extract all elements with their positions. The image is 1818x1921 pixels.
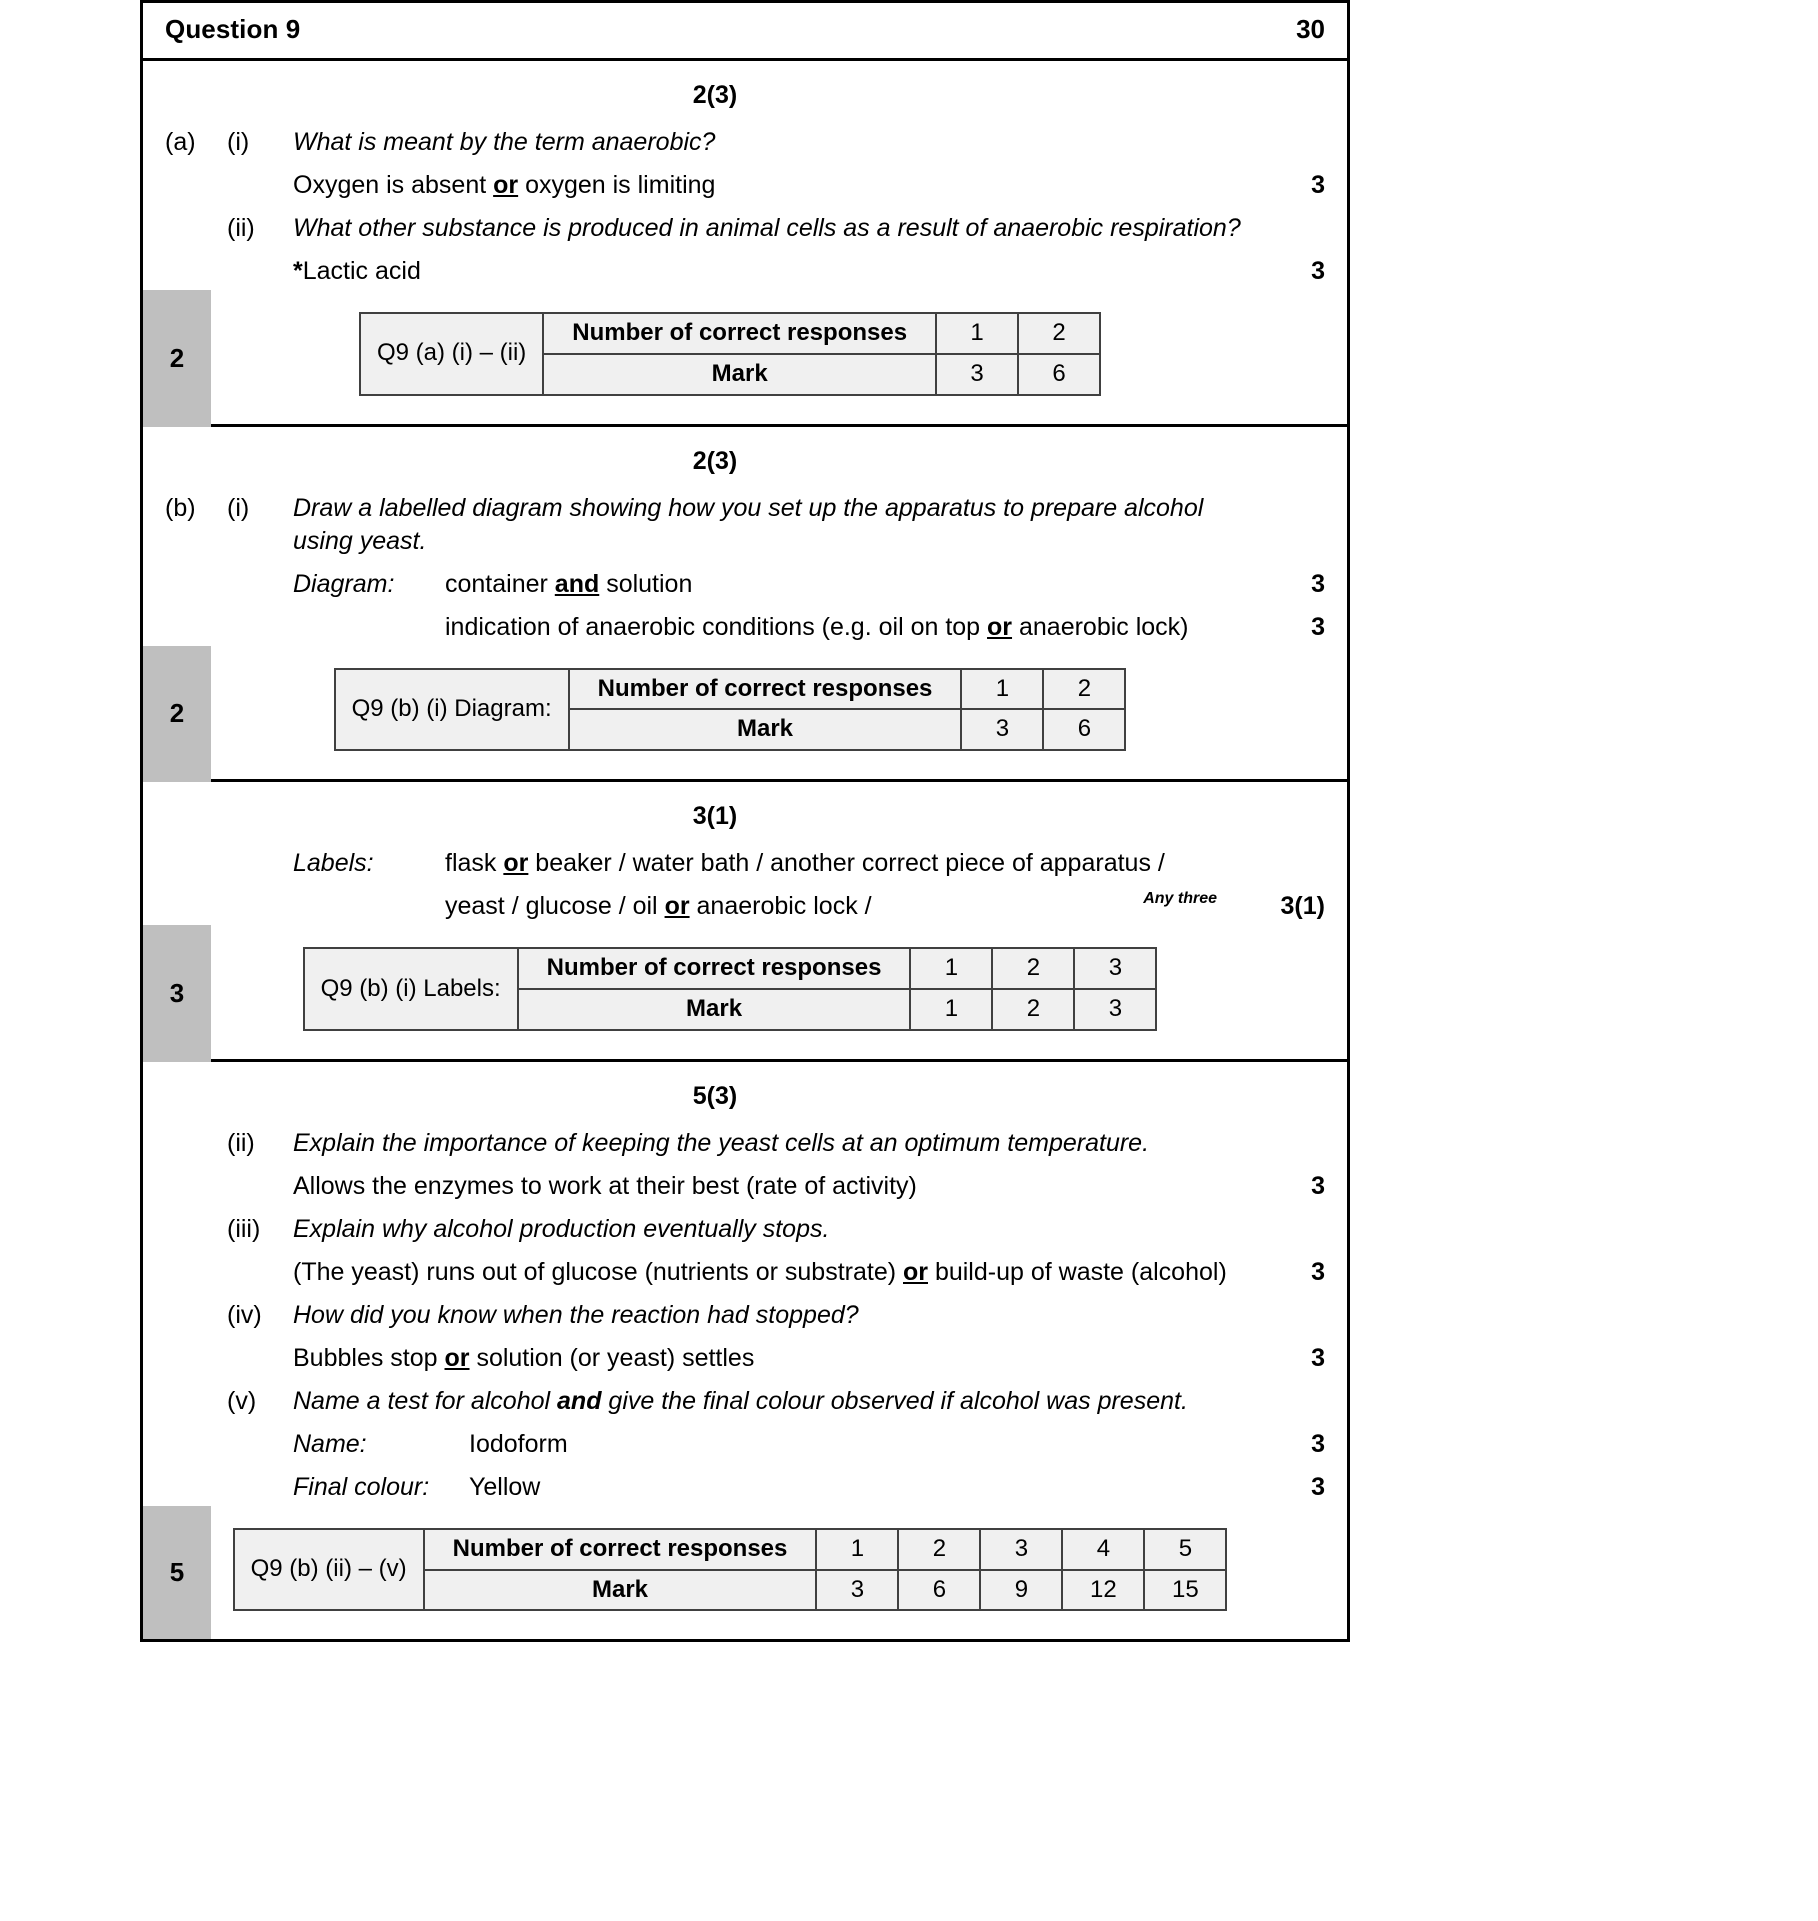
line-mark: 3 [1311, 612, 1325, 641]
table-row [304, 948, 1157, 989]
line-mark: 3 [1311, 1429, 1325, 1458]
grid-row-header: Mark [569, 709, 962, 750]
grid-mark-cell: 3 [816, 1570, 898, 1611]
page-title: Question 9 [165, 14, 301, 44]
question-part-b-i [143, 427, 1347, 783]
answer-line [165, 1127, 1325, 1160]
table-row [234, 1529, 1227, 1570]
line-mark: 3 [1311, 1343, 1325, 1372]
part-letter: (a) [165, 128, 196, 156]
grid-mark-cell: 12 [1062, 1570, 1144, 1611]
grid-response-cell: 3 [1074, 948, 1156, 989]
part-markbox-b-i-labels: 3 [143, 925, 211, 1062]
answer-text: (The yeast) runs out of glucose (nutrients or substrate) or build-up of waste (alcohol) [293, 1257, 1227, 1286]
answer-line [165, 212, 1325, 245]
grid-mark-cell: 6 [1018, 354, 1100, 395]
grid-row-header: Number of correct responses [569, 669, 962, 710]
part-roman: (i) [227, 128, 250, 156]
question-text: How did you know when the reaction had stopped? [293, 1300, 859, 1329]
marking-grid-b-i-diagram [334, 668, 1127, 752]
grid-label: Q9 (a) (i) – (ii) [360, 313, 543, 395]
part-roman: (i) [227, 493, 250, 522]
question-part-b-i-labels [143, 782, 1347, 1062]
answer-text [293, 1428, 1263, 1461]
grid-response-cell: 1 [961, 669, 1043, 710]
grid-mark-cell: 9 [980, 1570, 1062, 1611]
marking-grid-container [165, 654, 1295, 766]
answer-line [165, 1299, 1325, 1332]
question-frame [140, 0, 1350, 1642]
grid-row-header: Mark [424, 1570, 817, 1611]
marking-grid-b-ii-v [233, 1528, 1228, 1612]
question-text: What is meant by the term anaerobic? [293, 128, 716, 156]
grid-row-header: Number of correct responses [518, 948, 911, 989]
answer-text: indication of anaerobic conditions (e.g. oil on top or anaerobic lock) [445, 612, 1189, 641]
question-text: Draw a labelled diagram showing how you set up the apparatus to prepare alcohol using yeast. [293, 493, 1204, 555]
question-text: Explain the importance of keeping the yeast cells at an optimum temperature. [293, 1128, 1150, 1157]
question-part-b-ii-v [143, 1062, 1347, 1640]
answer-text: Labels: flask or beaker / water bath / another correct piece of apparatus / [293, 847, 1233, 880]
grid-row-header: Mark [518, 989, 911, 1030]
band-marker-b-i-labels: 3(1) [692, 802, 738, 831]
answer-line [165, 1428, 1325, 1461]
any-three-note: Any three [1143, 890, 1217, 908]
answer-line [165, 847, 1325, 880]
grid-label: Q9 (b) (i) Labels: [304, 948, 518, 1030]
answer-line [165, 1213, 1325, 1246]
answer-text: Diagram: container and solution [293, 568, 1263, 601]
grid-response-cell: 2 [1018, 313, 1100, 354]
grid-mark-cell: 6 [898, 1570, 980, 1611]
grid-mark-cell: 3 [961, 709, 1043, 750]
answer-label: Diagram: [293, 569, 395, 598]
line-mark: 3 [1311, 1472, 1325, 1501]
answer-line [165, 1170, 1325, 1203]
part-roman: (iv) [227, 1300, 262, 1329]
part-markbox-b-i: 2 [143, 646, 211, 783]
band-marker-a: 2(3) [692, 81, 738, 109]
line-mark: 3 [1311, 569, 1325, 598]
line-mark: 3(1) [1280, 892, 1325, 921]
table-row [335, 669, 1126, 710]
answer-value: Iodoform [469, 1429, 568, 1458]
part-markbox-a: 2 [143, 290, 211, 427]
answer-line [165, 169, 1325, 202]
grid-mark-cell: 15 [1144, 1570, 1226, 1611]
question-text: What other substance is produced in animal cells as a result of anaerobic respiration? [293, 214, 1241, 242]
answer-text [293, 1471, 1263, 1504]
answer-line [165, 126, 1325, 159]
answer-line [165, 611, 1325, 644]
line-mark: 3 [1311, 1257, 1325, 1286]
grid-mark-cell: 1 [910, 989, 992, 1030]
marking-grid-a [359, 312, 1101, 396]
answer-label: Labels: [293, 849, 374, 878]
grid-response-cell: 1 [816, 1529, 898, 1570]
grid-label: Q9 (b) (i) Diagram: [335, 669, 569, 751]
answer-line [165, 1342, 1325, 1375]
grid-response-cell: 1 [910, 948, 992, 989]
grid-mark-cell: 6 [1043, 709, 1125, 750]
part-roman: (iii) [227, 1214, 261, 1243]
line-mark: 3 [1311, 171, 1325, 199]
answer-text: Bubbles stop or solution (or yeast) settles [293, 1343, 755, 1372]
grid-response-cell: 2 [992, 948, 1074, 989]
part-roman: (v) [227, 1386, 257, 1415]
grid-row-header: Number of correct responses [424, 1529, 817, 1570]
answer-line [165, 1471, 1325, 1504]
part-roman: (ii) [227, 1128, 255, 1157]
part-roman: (ii) [227, 214, 255, 242]
grid-mark-cell: 2 [992, 989, 1074, 1030]
marking-grid-container [165, 933, 1295, 1045]
question-header [143, 3, 1347, 61]
band-marker-b-ii-v: 5(3) [692, 1081, 738, 1110]
grid-row-header: Number of correct responses [543, 313, 936, 354]
answer-text: Oxygen is absent or oxygen is limiting [293, 171, 716, 199]
part-letter: (b) [165, 493, 196, 522]
answer-line [165, 255, 1325, 288]
answer-line [165, 568, 1325, 601]
grid-response-cell: 5 [1144, 1529, 1226, 1570]
marking-grid-container [165, 1514, 1295, 1626]
grid-mark-cell: 3 [936, 354, 1018, 395]
answer-text: *Lactic acid [293, 257, 421, 285]
grid-label: Q9 (b) (ii) – (v) [234, 1529, 424, 1611]
answer-label: Name: [293, 1429, 367, 1458]
question-text: Explain why alcohol production eventually stops. [293, 1214, 830, 1243]
answer-text: Allows the enzymes to work at their best (rate of activity) [293, 1171, 917, 1200]
question-text: Name a test for alcohol and give the final colour observed if alcohol was present. [293, 1386, 1188, 1415]
band-marker-b-i: 2(3) [692, 446, 738, 475]
grid-response-cell: 3 [980, 1529, 1062, 1570]
grid-response-cell: 2 [1043, 669, 1125, 710]
grid-row-header: Mark [543, 354, 936, 395]
question-part-a [143, 61, 1347, 427]
grid-response-cell: 2 [898, 1529, 980, 1570]
table-row [360, 313, 1100, 354]
grid-response-cell: 1 [936, 313, 1018, 354]
answer-line [165, 1256, 1325, 1289]
grid-response-cell: 4 [1062, 1529, 1144, 1570]
line-mark: 3 [1311, 1171, 1325, 1200]
question-total-marks: 30 [1296, 14, 1325, 44]
answer-line [165, 1385, 1325, 1418]
part-markbox-b-ii-v: 5 [143, 1506, 211, 1640]
answer-label: Final colour: [293, 1472, 430, 1501]
marking-grid-container [165, 298, 1295, 410]
grid-mark-cell: 3 [1074, 989, 1156, 1030]
answer-text: yeast / glucose / oil or anaerobic lock / [445, 892, 872, 921]
marking-grid-b-i-labels [303, 947, 1158, 1031]
answer-line [165, 492, 1325, 558]
answer-value: Yellow [469, 1472, 541, 1501]
answer-line [165, 890, 1325, 923]
line-mark: 3 [1311, 257, 1325, 285]
